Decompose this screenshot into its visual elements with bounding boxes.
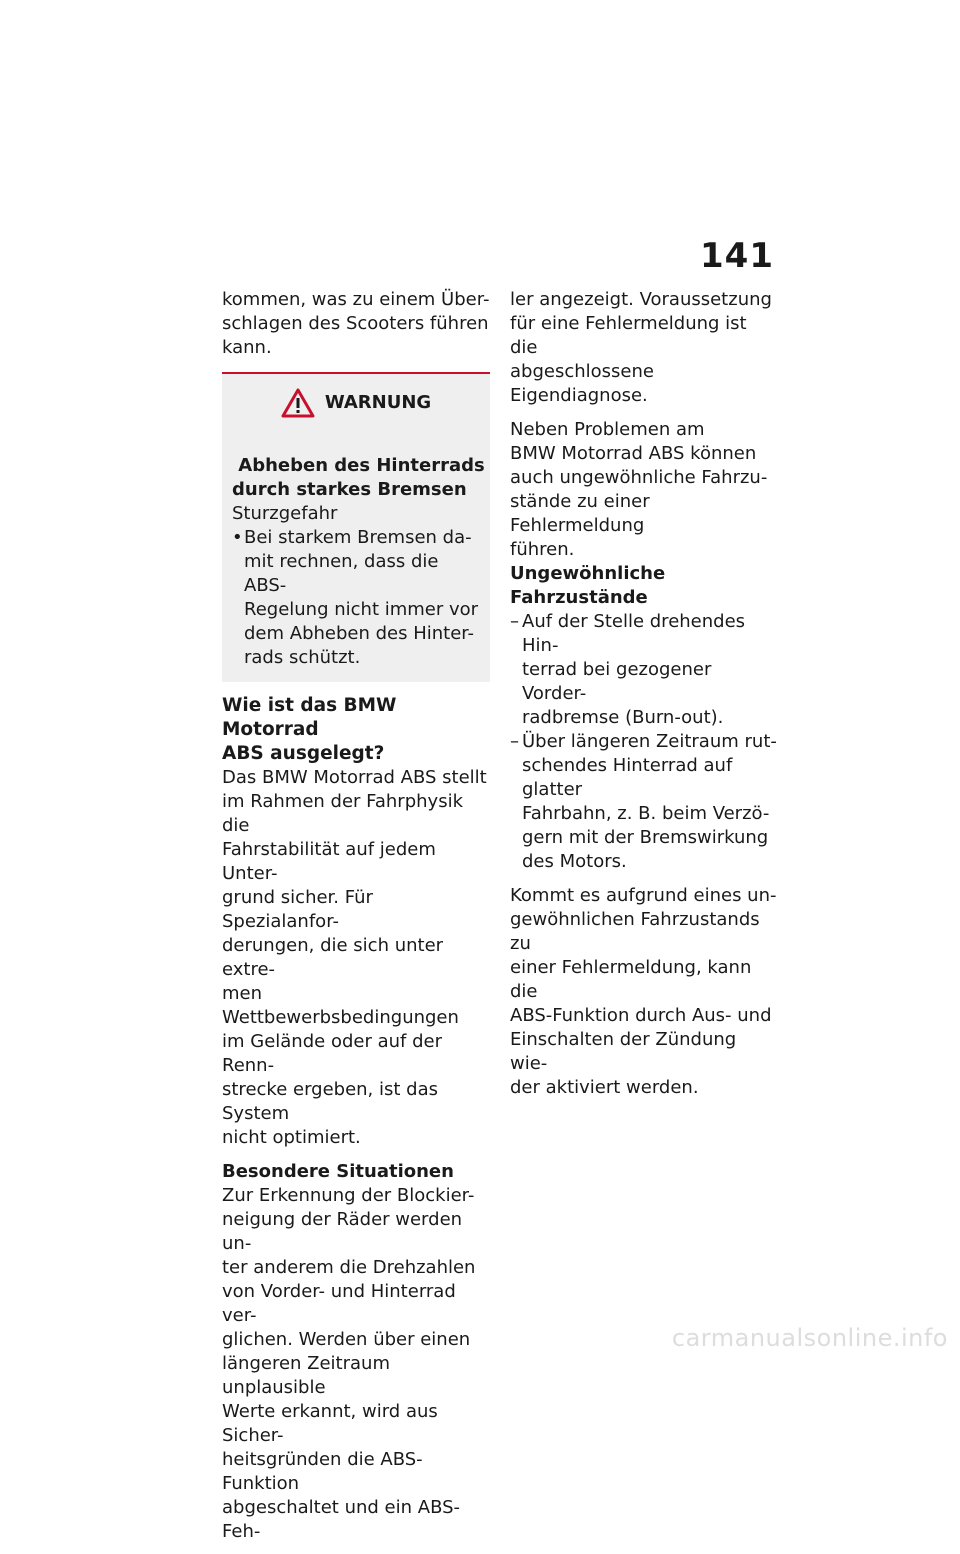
intro-paragraph: kommen, was zu einem Über- schlagen des Scooters führen kann. <box>222 289 490 358</box>
section-body-abs-design: Das BMW Motorrad ABS stellt im Rahmen der Fahrphysik die Fahrstabilität auf jedem Unter- grund sicher. Für Spezialanfor- derungen, die sich unter extre- men Wettbewerbsbedingungen im Gelände oder auf der Renn- strecke ergeben, ist das System nicht optimiert. <box>222 767 487 1148</box>
paragraph-reactivation: Kommt es aufgrund eines un- gewöhnlichen Fahrzustands zu einer Fehlermeldung, kann die ABS-Funktion durch Aus- und Einschalten der Zündung wie- der aktiviert werden. <box>510 885 777 1098</box>
section-heading-special-situations: Besondere Situationen <box>222 1161 454 1182</box>
paragraph-error-displayed: ler angezeigt. Voraussetzung für eine Fehlermeldung ist die abgeschlossene Eigendiagnose. <box>510 289 772 406</box>
warning-heading: Abheben des Hinterrads durch starkes Bremsen <box>232 455 485 500</box>
list-item: – Auf der Stelle drehendes Hin- terrad bei gezogener Vorder- radbremse (Burn-out). <box>510 611 746 728</box>
list-item: – Über längeren Zeitraum rut- schendes Hinterrad auf glatter Fahrbahn, z. B. beim Verzö- gern mit der Bremswirkung des Motors. <box>510 731 777 872</box>
section-heading-unusual-states: Ungewöhnliche Fahrzustände <box>510 563 666 608</box>
warning-title: WARNUNG <box>324 392 432 413</box>
bullet-text: Bei starkem Bremsen da- mit rechnen, dass die ABS- Regelung nicht immer vor dem Abheben des Hinter- rads schützt. <box>244 527 479 668</box>
warning-header <box>232 388 480 418</box>
warning-triangle-icon <box>281 388 315 418</box>
page-number: 141 <box>700 236 774 276</box>
section-heading-abs-design: Wie ist das BMW Motorrad ABS ausgelegt? <box>222 695 397 764</box>
section-body-special-situations: Zur Erkennung der Blockier- neigung der Räder werden un- ter anderem die Drehzahlen von Vorder- und Hinterrad ver- glichen. Werden über einen längeren Zeitraum unplausible Werte erkannt, wird aus Sicher- heitsgründen die ABS-Funktion abgeschaltet und ein ABS-Feh- <box>222 1185 476 1542</box>
right-column <box>510 288 778 1110</box>
bullet-mark: • <box>232 527 243 548</box>
paragraph-other-problems: Neben Problemen am BMW Motorrad ABS können auch ungewöhnliche Fahrzu- stände zu einer Fehlermeldung führen. <box>510 419 768 560</box>
watermark-logo: carmanualsonline.info <box>671 1324 948 1352</box>
warning-subtitle: Sturzgefahr <box>232 503 338 524</box>
warning-box <box>222 374 490 682</box>
warning-bullet <box>232 526 480 670</box>
left-column <box>222 288 490 1554</box>
